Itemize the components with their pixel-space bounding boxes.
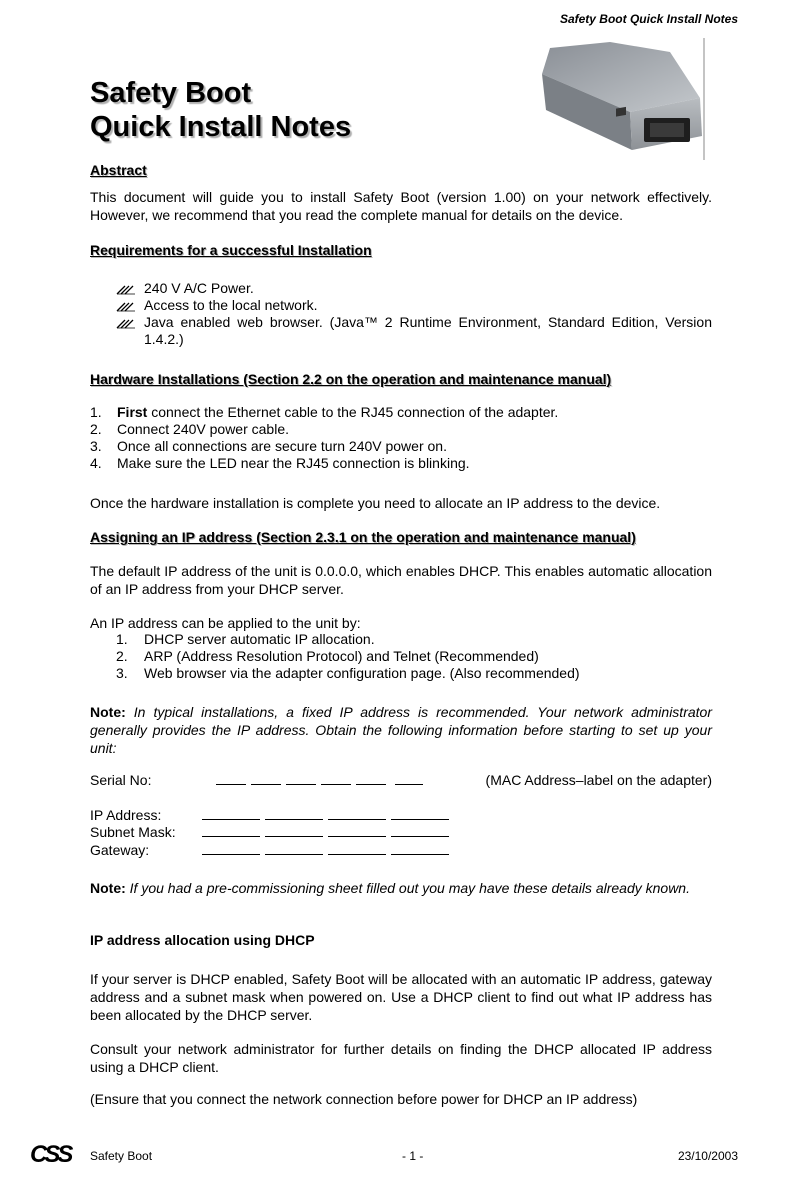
abstract-heading: Abstract bbox=[90, 162, 147, 178]
blank-line bbox=[265, 807, 323, 820]
dhcp-paragraph-2: Consult your network administrator for further details on finding the DHCP allocated IP address using a DHCP client. bbox=[90, 1041, 712, 1075]
method-number: 2. bbox=[116, 648, 128, 664]
blank-line bbox=[391, 842, 449, 855]
requirements-heading: Requirements for a successful Installation bbox=[90, 242, 372, 258]
list-item bbox=[90, 455, 712, 472]
hardware-steps bbox=[90, 404, 712, 472]
list-item bbox=[116, 314, 712, 348]
list-item bbox=[116, 631, 712, 648]
list-item bbox=[116, 297, 712, 314]
ip-label: IP Address: bbox=[90, 807, 162, 823]
method-text: DHCP server automatic IP allocation. bbox=[144, 631, 375, 647]
list-item bbox=[90, 421, 712, 438]
abstract-text: This document will guide you to install Safety Boot (version 1.00) on your network effectively. However, we recommend that you read the complete manual for details on the device. bbox=[90, 189, 712, 223]
step-number: 1. bbox=[90, 404, 102, 420]
blank-line bbox=[395, 772, 423, 785]
footer-date: 23/10/2003 bbox=[677, 1149, 738, 1163]
blank-line bbox=[328, 824, 386, 837]
subnet-row bbox=[90, 824, 712, 841]
blank-line bbox=[265, 824, 323, 837]
gateway-label: Gateway: bbox=[90, 842, 150, 858]
method-text: Web browser via the adapter configuration page. (Also recommended) bbox=[144, 665, 580, 681]
blank-line bbox=[321, 772, 351, 785]
running-header: Safety Boot Quick Install Notes bbox=[559, 12, 738, 26]
hardware-after-text: Once the hardware installation is complete you need to allocate an IP address to the device. bbox=[90, 495, 661, 511]
requirement-text: Java enabled web browser. (Java™ 2 Runtime Environment, Standard Edition, Version 1.4.2.) bbox=[144, 314, 712, 347]
step-number: 3. bbox=[90, 438, 102, 454]
step-text: Once all connections are secure turn 240V power on. bbox=[117, 438, 447, 454]
dhcp-paragraph-3: (Ensure that you connect the network connection before power for DHCP an IP address) bbox=[90, 1091, 638, 1107]
ip-row bbox=[90, 807, 712, 824]
ip-methods-intro: An IP address can be applied to the unit by: bbox=[90, 615, 361, 631]
serial-hint: (MAC Address–label on the adapter) bbox=[485, 772, 712, 788]
dhcp-paragraph-1: If your server is DHCP enabled, Safety Boot will be allocated with an automatic IP address, gateway address and a subnet mask when powered on. Use a DHCP client to find out what IP address has been allocated by the DHCP server. bbox=[90, 971, 712, 1023]
method-text: ARP (Address Resolution Protocol) and Telnet (Recommended) bbox=[144, 648, 539, 664]
gateway-blanks bbox=[202, 842, 454, 859]
note-precommissioning bbox=[90, 879, 712, 897]
ip-methods-list bbox=[116, 631, 712, 682]
hardware-heading: Hardware Installations (Section 2.2 on the operation and maintenance manual) bbox=[90, 371, 612, 387]
css-logo bbox=[30, 1143, 76, 1165]
default-ip-text: The default IP address of the unit is 0.0.0.0, which enables DHCP. This enables automatic allocation of an IP address from your DHCP server. bbox=[90, 563, 712, 597]
requirements-list bbox=[116, 280, 712, 348]
blank-line bbox=[202, 824, 260, 837]
blank-line bbox=[202, 842, 260, 855]
page-title-line1: Safety Boot bbox=[90, 77, 252, 109]
step-text: Connect 240V power cable. bbox=[117, 421, 289, 437]
serial-label: Serial No: bbox=[90, 772, 152, 788]
blank-line bbox=[391, 824, 449, 837]
serial-row bbox=[90, 772, 712, 789]
method-number: 1. bbox=[116, 631, 128, 647]
blank-line bbox=[356, 772, 386, 785]
note-text: In typical installations, a fixed IP address is recommended. Your network administrator generally provides the IP address. Obtain the following information before starting to set up your unit: bbox=[90, 704, 712, 756]
step-text: connect the Ethernet cable to the RJ45 connection of the adapter. bbox=[147, 404, 559, 420]
list-item bbox=[116, 648, 712, 665]
gateway-row bbox=[90, 842, 712, 859]
list-item bbox=[90, 438, 712, 455]
serial-blanks bbox=[216, 772, 428, 789]
blank-line bbox=[251, 772, 281, 785]
footer-left: Safety Boot bbox=[90, 1149, 153, 1163]
blank-line bbox=[216, 772, 246, 785]
blank-line bbox=[328, 807, 386, 820]
list-item bbox=[116, 665, 712, 682]
step-number: 4. bbox=[90, 455, 102, 471]
logo-text: CSS bbox=[30, 1143, 71, 1165]
step-bold: First bbox=[117, 404, 148, 420]
list-item bbox=[90, 404, 712, 421]
requirement-text: 240 V A/C Power. bbox=[144, 280, 254, 296]
requirement-text: Access to the local network. bbox=[144, 297, 318, 313]
blank-line bbox=[328, 842, 386, 855]
assigning-heading: Assigning an IP address (Section 2.3.1 on the operation and maintenance manual) bbox=[90, 529, 636, 545]
subnet-label: Subnet Mask: bbox=[90, 824, 176, 840]
note-label: Note: bbox=[90, 880, 126, 896]
note-fixed-ip bbox=[90, 703, 712, 757]
page-number: - 1 - bbox=[402, 1149, 424, 1163]
step-text: Make sure the LED near the RJ45 connection is blinking. bbox=[117, 455, 470, 471]
blank-line bbox=[202, 807, 260, 820]
device-photo bbox=[540, 38, 712, 160]
subnet-blanks bbox=[202, 824, 454, 841]
pen-bullet-icon bbox=[116, 317, 136, 329]
note-text: If you had a pre-commissioning sheet filled out you may have these details already known. bbox=[129, 880, 690, 896]
page-title-line2: Quick Install Notes bbox=[90, 111, 352, 143]
blank-line bbox=[265, 842, 323, 855]
pen-bullet-icon bbox=[116, 283, 136, 295]
pen-bullet-icon bbox=[116, 300, 136, 312]
blank-line bbox=[391, 807, 449, 820]
dhcp-heading: IP address allocation using DHCP bbox=[90, 932, 315, 948]
method-number: 3. bbox=[116, 665, 128, 681]
ip-blanks bbox=[202, 807, 454, 824]
list-item bbox=[116, 280, 712, 297]
step-number: 2. bbox=[90, 421, 102, 437]
note-label: Note: bbox=[90, 704, 126, 720]
blank-line bbox=[286, 772, 316, 785]
